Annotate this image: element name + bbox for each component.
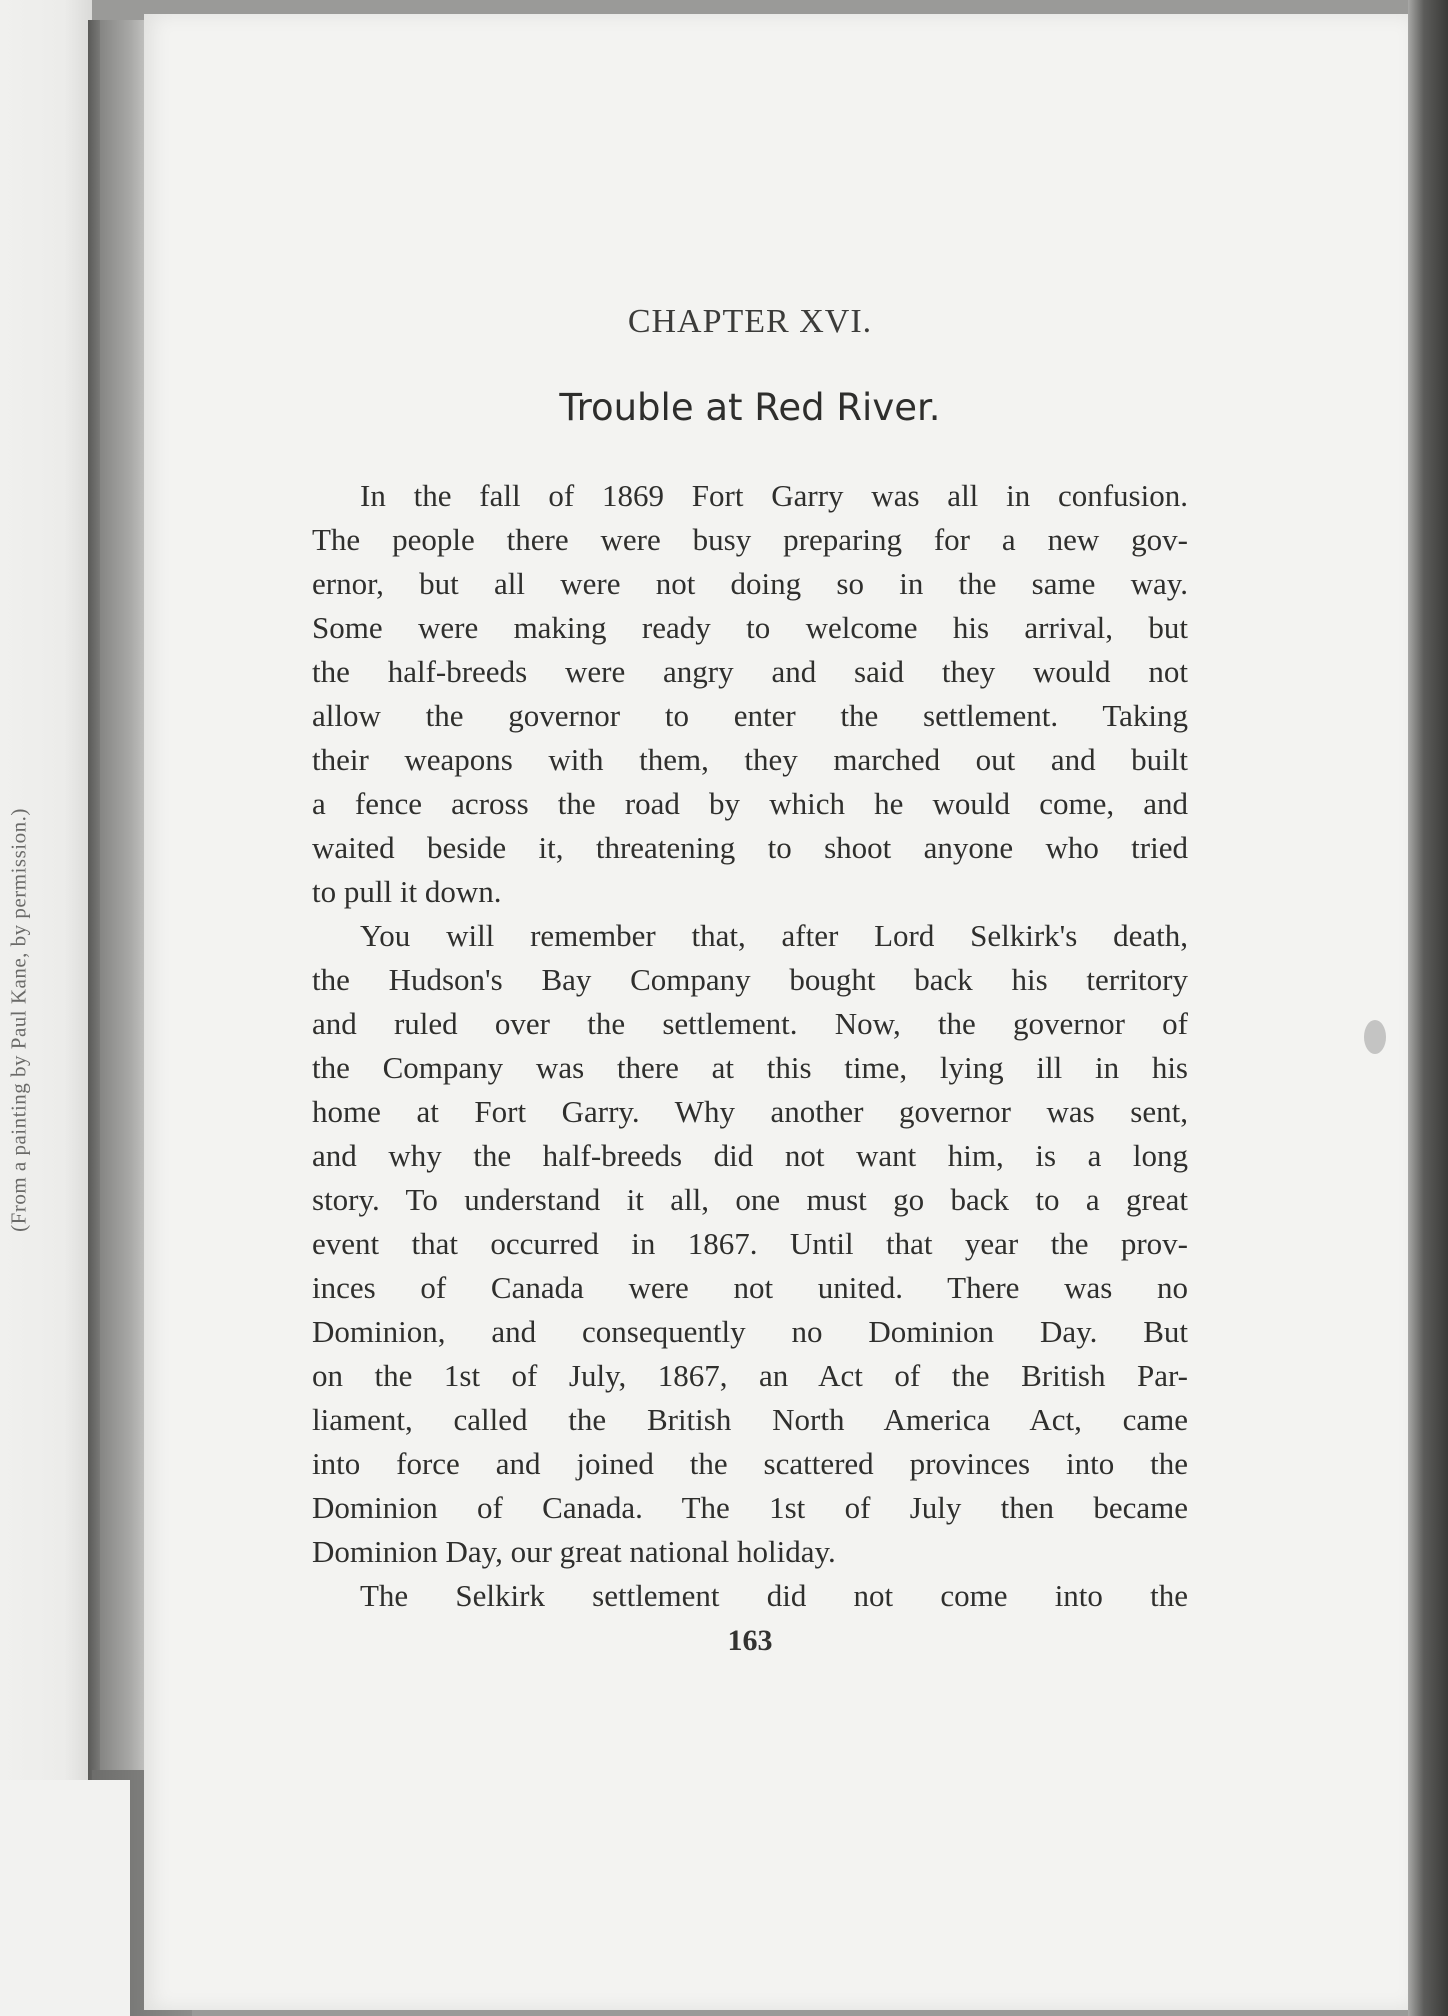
text-line: home at Fort Garry. Why another governor was sent, [312, 1094, 1188, 1129]
text-line: You will remember that, after Lord Selkirk's death, [360, 918, 1188, 953]
text-line: Some were making ready to welcome his arrival, but [312, 610, 1188, 645]
text-line: the Company was there at this time, lying ill in his [312, 1050, 1188, 1085]
chapter-title: Trouble at Red River. [559, 386, 941, 429]
plate-caption [6, 720, 32, 1320]
text-line: inces of Canada were not united. There was no [312, 1270, 1188, 1305]
text-line: the Hudson's Bay Company bought back his territory [312, 962, 1188, 997]
body-text [312, 474, 1188, 1618]
text-line: on the 1st of July, 1867, an Act of the British Par- [312, 1358, 1188, 1393]
text-line: a fence across the road by which he would come, and [312, 786, 1188, 821]
text-line: The Selkirk settlement did not come into the [360, 1578, 1188, 1613]
text-line: into force and joined the scattered provinces into the [312, 1446, 1188, 1481]
text-line: and why the half-breeds did not want him, is a long [312, 1138, 1188, 1173]
text-line: allow the governor to enter the settlement. Taking [312, 698, 1188, 733]
text-line: their weapons with them, they marched out and built [312, 742, 1188, 777]
text-line: event that occurred in 1867. Until that year the prov- [312, 1226, 1188, 1261]
text-line: In the fall of 1869 Fort Garry was all in confusion. [360, 478, 1188, 513]
text-line: and ruled over the settlement. Now, the governor of [312, 1006, 1188, 1041]
page-smudge [1364, 1020, 1386, 1054]
plate-caption-text: (From a painting by Paul Kane, by permission.) [6, 808, 31, 1232]
chapter-heading: CHAPTER XVI. [627, 303, 873, 340]
bottom-paper-tab [0, 1780, 130, 2016]
text-line: to pull it down. [312, 874, 502, 909]
text-line: the half-breeds were angry and said they would not [312, 654, 1188, 689]
text-line: Dominion Day, our great national holiday. [312, 1534, 836, 1569]
text-line: ernor, but all were not doing so in the same way. [312, 566, 1188, 601]
book-gutter [100, 20, 150, 2010]
text-line: The people there were busy preparing for a new gov- [312, 522, 1188, 557]
text-line: story. To understand it all, one must go back to a great [312, 1182, 1188, 1217]
right-page-edge [1408, 0, 1448, 2016]
page-number: 163 [727, 1624, 773, 1657]
text-line: Dominion of Canada. The 1st of July then became [312, 1490, 1188, 1525]
text-line: Dominion, and consequently no Dominion Day. But [312, 1314, 1188, 1349]
text-line: liament, called the British North America Act, came [312, 1402, 1188, 1437]
text-line: waited beside it, threatening to shoot anyone who tried [312, 830, 1188, 865]
